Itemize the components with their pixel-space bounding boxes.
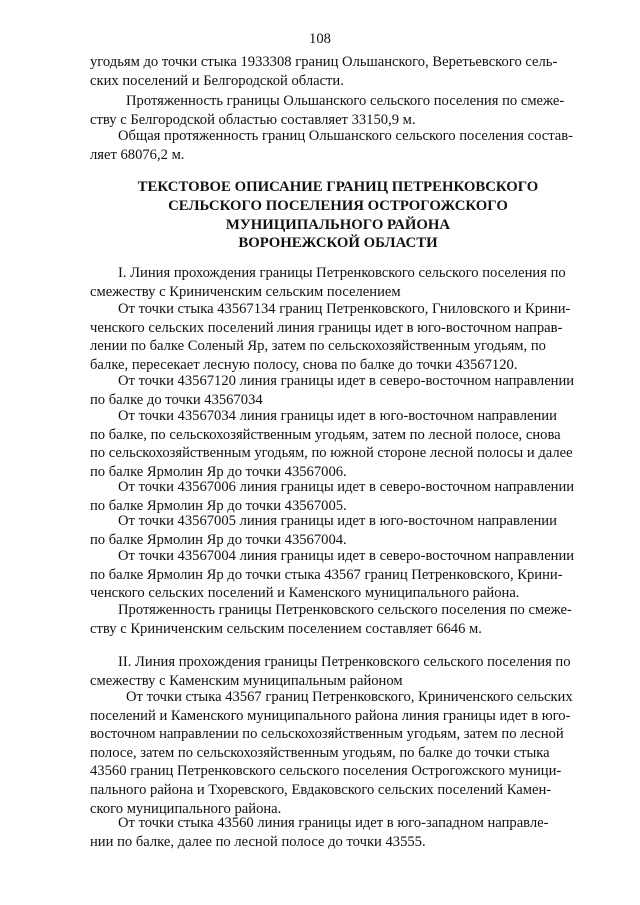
intro-paragraph-1: [90, 53, 586, 90]
section-1-paragraph-2: [90, 372, 586, 409]
text-line: по балке Ярмолин Яр до точки 43567004.: [90, 531, 347, 548]
text-line: восточном направлении по сельскохозяйственным угодьям, затем по лесной: [90, 726, 564, 743]
title-line: МУНИЦИПАЛЬНОГО РАЙОНА: [225, 216, 451, 233]
text-line: I. Линия прохождения границы Петренковского сельского поселения по: [118, 265, 566, 281]
section-1-paragraph-7: [90, 601, 586, 638]
text-line: по балке Ярмолин Яр до точки стыка 43567 границ Петренковского, Крини-: [90, 566, 563, 583]
text-line: От точки 43567120 линия границы идет в северо-восточном направлении: [118, 373, 575, 389]
section-1-heading: [90, 264, 586, 301]
title-line: ВОРОНЕЖСКОЙ ОБЛАСТИ: [238, 235, 438, 252]
text-line: полосе, затем по сельскохозяйственным угодьям, по балке до точки стыка: [90, 744, 550, 761]
text-line: Протяженность границы Ольшанского сельского поселения по смеже-: [126, 93, 565, 109]
text-line: От точки 43567034 линия границы идет в юго-восточном направлении: [118, 408, 557, 424]
text-line: по балке Ярмолин Яр до точки 43567005.: [90, 497, 347, 514]
text-line: лении по балке Соленый Яр, затем по сельскохозяйственным угодьям, по: [90, 338, 546, 355]
section-1-paragraph-1: [90, 300, 586, 374]
intro-paragraph-3: [90, 127, 586, 164]
text-line: пального района и Тхоревского, Евдаковского сельских поселений Камен-: [90, 781, 552, 798]
text-line: ского муниципального района.: [90, 800, 282, 817]
text-line: II. Линия прохождения границы Петренковского сельского поселения по: [118, 654, 571, 670]
text-line: по балке, по сельскохозяйственным угодьям, затем по лесной полосе, снова: [90, 426, 561, 443]
text-line: 43560 границ Петренковского сельского поселения Острогожского муници-: [90, 763, 562, 780]
section-1-paragraph-4: [90, 478, 586, 515]
text-line: От точки стыка 43567134 границ Петренковского, Гниловского и Крини-: [118, 301, 571, 317]
section-1-paragraph-3: [90, 407, 586, 481]
text-line: ству с Криниченским сельским поселением составляет 6646 м.: [90, 620, 482, 637]
text-line: ляет 68076,2 м.: [90, 146, 185, 163]
text-line: Протяженность границы Петренковского сельского поселения по смеже-: [118, 602, 572, 618]
text-line: по балке до точки 43567034: [90, 391, 263, 408]
text-line: Общая протяженность границ Ольшанского сельского поселения состав-: [118, 128, 573, 144]
text-line: угодьям до точки стыка 1933308 границ Ольшанского, Веретьевского сель-: [90, 54, 558, 70]
text-line: смежеству с Криниченским сельским поселением: [90, 283, 401, 300]
text-line: балке, пересекает лесную полосу, снова по балке до точки 43567120.: [90, 356, 518, 373]
text-line: поселений и Каменского муниципального района линия границы идет в юго-: [90, 707, 571, 724]
text-line: От точки стыка 43567 границ Петренковского, Криниченского сельских: [126, 689, 573, 705]
text-line: смежеству с Каменским муниципальным районом: [90, 672, 403, 689]
text-line: ству с Белгородской областью составляет 33150,9 м.: [90, 111, 416, 128]
page-number: 108: [309, 31, 331, 47]
text-line: по балке Ярмолин Яр до точки 43567006.: [90, 463, 347, 480]
text-line: нии по балке, далее по лесной полосе до точки 43555.: [90, 833, 426, 850]
text-line: От точки 43567005 линия границы идет в юго-восточном направлении: [118, 513, 557, 529]
text-line: От точки стыка 43560 линия границы идет в юго-западном направле-: [118, 815, 549, 831]
text-line: От точки 43567006 линия границы идет в северо-восточном направлении: [118, 479, 575, 495]
section-2-paragraph-1: [90, 688, 586, 818]
text-line: ских поселений и Белгородской области.: [90, 72, 344, 89]
title-line: СЕЛЬСКОГО ПОСЕЛЕНИЯ ОСТРОГОЖСКОГО: [168, 197, 508, 214]
text-line: От точки 43567004 линия границы идет в северо-восточном направлении: [118, 548, 575, 564]
section-1-paragraph-6: [90, 547, 586, 603]
intro-paragraph-2: [90, 92, 586, 129]
section-2-heading: [90, 653, 586, 690]
text-line: ченского сельских поселений линия границы идет в юго-восточном направ-: [90, 319, 563, 336]
section-2-paragraph-2: [90, 814, 586, 851]
title-line: ТЕКСТОВОЕ ОПИСАНИЕ ГРАНИЦ ПЕТРЕНКОВСКОГО: [137, 179, 539, 195]
section-1-paragraph-5: [90, 512, 586, 549]
text-line: по сельскохозяйственным угодьям, по южной стороне лесной полосы и далее: [90, 445, 573, 462]
text-line: ченского сельских поселений и Каменского муниципального района.: [90, 585, 520, 602]
document-title: [90, 178, 586, 253]
